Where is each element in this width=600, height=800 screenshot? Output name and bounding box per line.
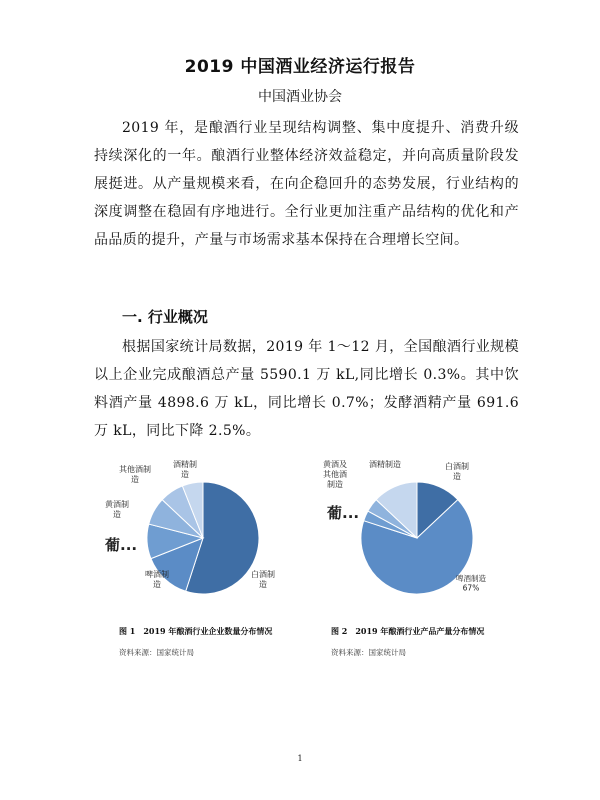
pie-label-白酒制造: 白酒制造: [251, 570, 275, 589]
figure-1-caption: 图 1 2019 年酿酒行业企业数量分布情况: [119, 626, 273, 636]
pie-label-其他酒制造: 其他酒制造: [119, 465, 151, 484]
figure-1-source: 资料来源：国家统计局: [119, 648, 194, 657]
pie-label-葡: 葡...: [105, 536, 138, 554]
pie-label-酒精制造: 酒精制造: [173, 460, 197, 479]
pie-label-黄酒及其他酒制造: 黄酒及其他酒制造: [323, 460, 347, 489]
pie-label-黄酒制造: 黄酒制造: [105, 500, 129, 519]
document-title: 2019 中国酒业经济运行报告: [184, 57, 416, 77]
pie-label-啤酒制造: 啤酒制造 67%: [456, 574, 486, 593]
figure-2-caption: 图 2 2019 年酿酒行业产品产量分布情况: [331, 626, 485, 636]
pie-chart-enterprise-count: [95, 455, 320, 615]
page-number: 1: [297, 754, 303, 763]
section-text: 根据国家统计局数据，2019 年 1～12 月，全国酿酒行业规模以上企业完成酿酒总产量 5590.1 万 kL,同比增长 0.3%。其中饮料酒产量 4898.6 万 kL，同比增长 0.7%；发酵酒精产量 691.6 万 kL，同比下降 2.5%。: [94, 339, 519, 439]
section-heading: 一. 行业概况: [122, 308, 208, 326]
intro-text: 2019 年，是酿酒行业呈现结构调整、集中度提升、消费升级持续深化的一年。酿酒行业整体经济效益稳定，并向高质量阶段发展挺进。从产量规模来看，在向企稳回升的态势发展，行业结构的深度调整在稳固有序地进行。全行业更加注重产品结构的优化和产品品质的提升，产量与市场需求基本保持在合理增长空间。: [94, 120, 519, 248]
figure-2-source: 资料来源：国家统计局: [331, 648, 406, 657]
document-author: 中国酒业协会: [258, 89, 342, 105]
pie-label-啤酒制造: 啤酒制造: [145, 570, 169, 589]
pie-label-白酒制造: 白酒制造: [445, 462, 469, 481]
pie-label-酒精制造: 酒精制造: [369, 460, 401, 469]
section-paragraph: [94, 333, 519, 445]
pie-chart-product-output: [305, 455, 505, 615]
pie-label-葡: 葡...: [327, 504, 360, 522]
intro-paragraph: [94, 114, 519, 254]
